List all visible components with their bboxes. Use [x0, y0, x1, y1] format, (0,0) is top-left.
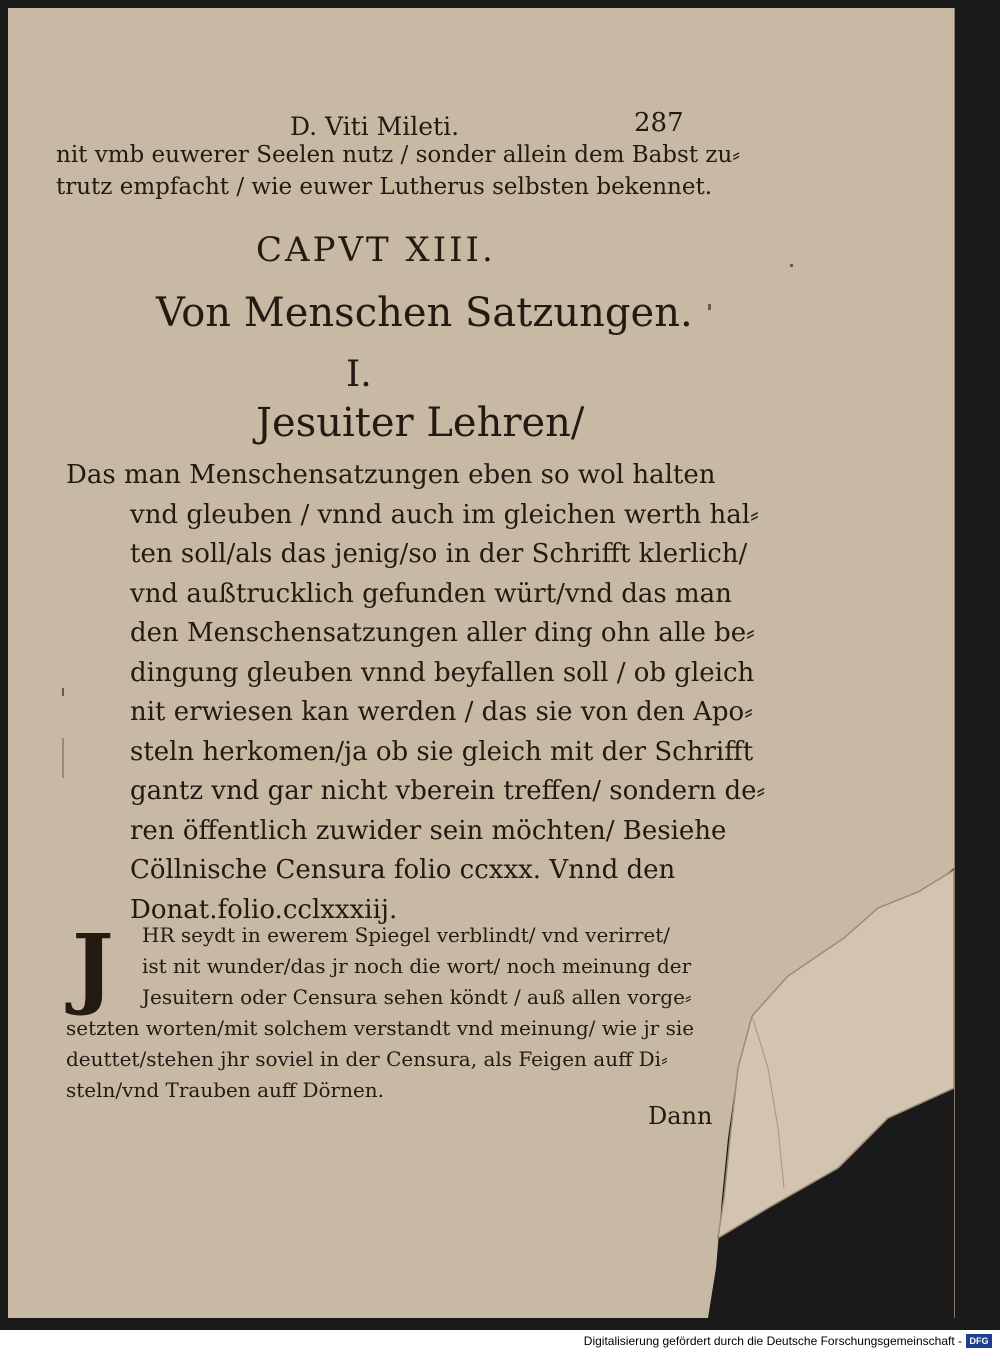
margin-mark: [790, 264, 793, 267]
doctrine-line: den Menschensatzungen aller ding ohn alle be⸗: [130, 618, 755, 648]
intro-line: nit vmb euwerer Seelen nutz / sonder allein dem Babst zu⸗: [56, 142, 740, 168]
drop-cap: J: [72, 914, 114, 1018]
footer-credit: Digitalisierung gefördert durch die Deutsche Forschungsgemeinschaft -: [583, 1334, 962, 1348]
doctrine-line: dingung gleuben vnnd beyfallen soll / ob gleich: [130, 657, 755, 688]
footer-bar: [0, 1330, 1000, 1354]
response-paragraph: [66, 914, 695, 1106]
response-line: setzten worten/mit solchem verstandt vnd meinung/ wie jr sie: [66, 1016, 695, 1040]
book-page: [8, 8, 955, 1318]
margin-mark: [62, 688, 64, 696]
response-line: ist nit wunder/das jr noch die wort/ noch meinung der: [142, 954, 692, 978]
page-number: 287: [634, 108, 684, 138]
doctrine-line: vnd gleuben / vnnd auch im gleichen werth hal⸗: [130, 499, 759, 530]
margin-mark: [708, 304, 711, 310]
doctrine-line: ten soll/als das jenig/so in der Schrifft klerlich/: [130, 539, 748, 569]
doctrine-line: ren öffentlich zuwider sein möchten/ Besiehe: [130, 815, 727, 846]
intro-line: trutz empfacht / wie euwer Lutherus selbsten bekennet.: [56, 174, 713, 200]
chapter-caput: CAPVT XIII.: [256, 230, 496, 270]
chapter-title: Von Menschen Satzungen.: [156, 290, 693, 336]
doctrine-line: Donat.folio.cclxxxiij.: [130, 894, 398, 925]
doctrine-line: gantz vnd gar nicht vberein treffen/ sondern de⸗: [130, 776, 766, 806]
catchword: Dann: [648, 1102, 713, 1130]
doctrine-paragraph: [66, 456, 766, 930]
section-subtitle: Jesuiter Lehren/: [256, 400, 585, 446]
dfg-logo: DFG: [966, 1334, 992, 1348]
response-line: steln/vnd Trauben auff Dörnen.: [66, 1078, 385, 1102]
doctrine-line: steln herkomen/ja ob sie gleich mit der Schrifft: [130, 736, 754, 767]
response-line: Jesuitern oder Censura sehen köndt / auß allen vorge⸗: [142, 985, 692, 1009]
doctrine-line: vnd außtrucklich gefunden würt/vnd das man: [130, 578, 732, 609]
running-title: D. Viti Mileti.: [290, 112, 460, 141]
margin-mark: [62, 738, 64, 778]
response-line: deuttet/stehen jhr soviel in der Censura, als Feigen auff Di⸗: [66, 1047, 668, 1071]
response-line: HR seydt in ewerem Spiegel verblindt/ vnd verirret/: [142, 923, 670, 947]
doctrine-line: Das man Menschensatzungen eben so wol halten: [66, 460, 716, 490]
doctrine-line: nit erwiesen kan werden / das sie von den Apo⸗: [130, 697, 753, 727]
section-number: I.: [346, 354, 372, 395]
doctrine-line: Cöllnische Censura folio ccxxx. Vnnd den: [130, 855, 676, 885]
